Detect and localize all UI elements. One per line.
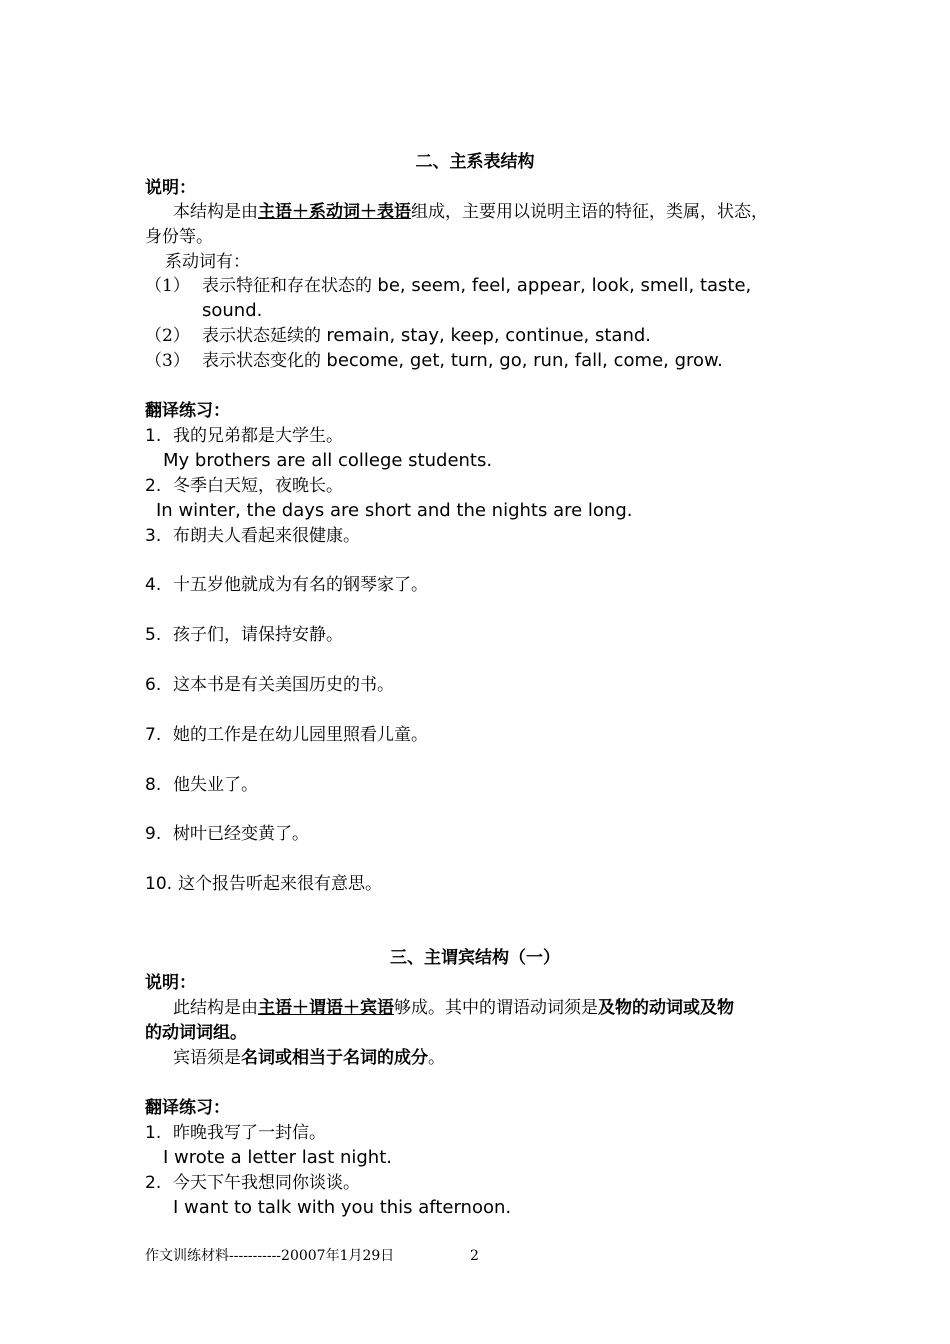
exercise-5: 5. 孩子们，请保持安静。 bbox=[145, 625, 343, 645]
section2-description bbox=[173, 200, 768, 224]
section3-object-note: 宾语须是名词或相当于名词的成分。 bbox=[173, 1048, 445, 1068]
exercise-1-answer: My brothers are all college students. bbox=[163, 450, 493, 471]
exercise-9: 9. 树叶已经变黄了。 bbox=[145, 824, 309, 844]
footer-text: 作文训练材料-----------20007年1月29日 bbox=[145, 1248, 395, 1264]
linking-type-1-cont: sound. bbox=[202, 300, 263, 321]
section3-description: 此结构是由主语＋谓语＋宾语够成。其中的谓语动词须是及物的动词或及物 bbox=[173, 998, 734, 1018]
s3-exercise-1-answer: I wrote a letter last night. bbox=[163, 1147, 392, 1168]
section3-description-cont: 的动词词组。 bbox=[145, 1023, 247, 1043]
linking-type-1: （1） 表示特征和存在状态的 be, seem, feel, appear, look, smell, taste, bbox=[145, 275, 752, 296]
desc-post: 组成，主要用以说明主语的特征，类属，状态， bbox=[411, 202, 768, 222]
exercise-2: 2. 冬季白天短，夜晚长。 bbox=[145, 476, 343, 496]
linking-verbs-label: 系动词有： bbox=[165, 252, 250, 272]
exercise-2-answer: In winter, the days are short and the nights are long. bbox=[156, 500, 633, 521]
section2-explain-label: 说明： bbox=[145, 178, 196, 198]
s3-exercise-2-answer: I want to talk with you this afternoon. bbox=[173, 1197, 512, 1218]
exercise-6: 6. 这本书是有关美国历史的书。 bbox=[145, 675, 394, 695]
linking-type-3: （3） 表示状态变化的 become, get, turn, go, run, fall, come, grow. bbox=[145, 350, 723, 371]
exercise-8: 8. 他失业了。 bbox=[145, 775, 258, 795]
linking-type-2: （2） 表示状态延续的 remain, stay, keep, continue, stand. bbox=[145, 325, 651, 346]
exercise-1: 1. 我的兄弟都是大学生。 bbox=[145, 426, 343, 446]
section2-practice-label: 翻译练习： bbox=[145, 401, 230, 421]
exercise-7: 7. 她的工作是在幼儿园里照看儿童。 bbox=[145, 725, 428, 745]
desc-pre: 本结构是由 bbox=[173, 202, 258, 222]
section3-title: 三、主谓宾结构（一） bbox=[390, 948, 560, 968]
exercise-10: 10. 这个报告听起来很有意思。 bbox=[145, 874, 382, 894]
s3-exercise-1: 1. 昨晚我写了一封信。 bbox=[145, 1123, 326, 1143]
exercise-3: 3. 布朗夫人看起来很健康。 bbox=[145, 526, 360, 546]
section3-explain-label: 说明： bbox=[145, 973, 196, 993]
s3-exercise-2: 2. 今天下午我想同你谈谈。 bbox=[145, 1173, 360, 1193]
exercise-4: 4. 十五岁他就成为有名的钢琴家了。 bbox=[145, 575, 428, 595]
section2-description-cont: 身份等。 bbox=[145, 227, 213, 247]
section3-practice-label: 翻译练习： bbox=[145, 1098, 230, 1118]
page-number: 2 bbox=[470, 1248, 479, 1264]
section2-title: 二、主系表结构 bbox=[415, 152, 535, 172]
desc-formula: 主语＋系动词＋表语 bbox=[258, 202, 411, 222]
